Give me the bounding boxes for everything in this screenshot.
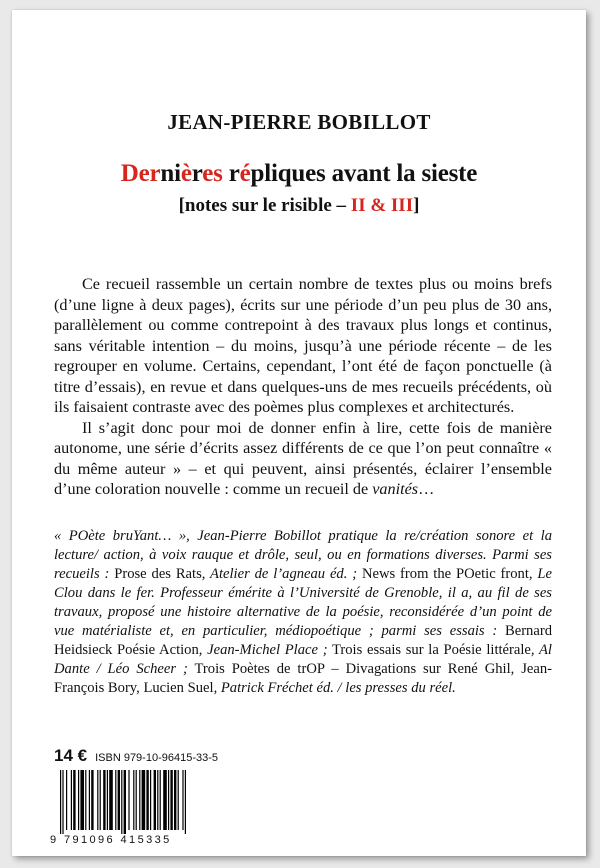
barcode-digits: 9 791096 415335 [50, 834, 172, 846]
barcode-bar [100, 770, 101, 830]
bio-segment: , Le Clou dans le fer. Professeur émérite à l’Université de Grenoble, il a, au fil de ses travaux, proposé une histoire alternative de la poésie, reconsidérée d’un point de vue matérialiste et, en particulier, médiopoétique ; parmi ses essais : [54, 566, 553, 639]
barcode-bar [115, 770, 116, 830]
blurb-paragraph-1: Ce recueil rassemble un certain nombre de textes plus ou moins brefs (d’une ligne à deux pages), écrits sur une période d’un peu plus de 30 ans, parallèlement ou comme contrepoint à des travaux plus longs et continus, sans véritable intention – du moins, jusqu’à une période récente – de les regrouper en volume. Certains, cependant, l’ont été de façon ponctuelle (à titre d’essais), en revue et dans quelques-uns de mes recueils précédents, où ils faisaient contraste avec des poèmes plus complexes et architecturés. [54, 275, 552, 416]
subtitle-volumes: II & III [350, 195, 414, 216]
book-title [12, 160, 586, 188]
author-name: JEAN-PIERRE BOBILLOT [167, 110, 431, 134]
bio-publisher: Atelier de l’agneau éd. ; [210, 566, 358, 582]
barcode-bar [157, 770, 158, 830]
author-bio [54, 527, 552, 698]
barcode-bar [103, 770, 105, 830]
subtitle-open: [notes sur le risible – [178, 195, 351, 216]
bio-work-title: Prose des Rats [114, 566, 202, 582]
bio-publisher: , Patrick Fréchet éd. / les presses du réel. [213, 680, 456, 696]
barcode-bar [60, 770, 61, 834]
barcode-icon [50, 768, 198, 834]
blurb-p2-end: … [418, 480, 435, 498]
barcode-bar [97, 770, 98, 830]
barcode-bar [66, 770, 67, 830]
barcode-bar [62, 770, 63, 834]
title-part: è [180, 160, 192, 187]
barcode-bar [139, 770, 140, 830]
title-part: es [202, 160, 223, 187]
barcode-bar [160, 770, 161, 830]
barcode-bar [71, 770, 72, 830]
title-part: r [222, 160, 240, 187]
barcode-bar [128, 770, 129, 830]
bio-publisher: , Jean-Michel Place ; [198, 642, 328, 658]
bio-work-title: Trois essais sur la Poésie littérale [327, 642, 531, 658]
title-part: r [191, 160, 203, 187]
barcode-bar [124, 770, 126, 834]
barcode-bar [109, 770, 113, 830]
price-isbn-line [54, 746, 218, 766]
barcode-bar [73, 770, 75, 830]
barcode-bar [89, 770, 90, 830]
subtitle-close: ] [413, 195, 420, 216]
bio-work-title: Bernard Heidsieck Poésie Action [54, 623, 552, 658]
barcode-bar [121, 770, 122, 834]
barcode-bar [150, 770, 151, 830]
book-back-cover [12, 10, 586, 856]
bio-publisher: , Al Dante / Léo Scheer ; [54, 642, 552, 677]
barcode-bar [118, 770, 120, 830]
blurb-paragraph-2 [54, 418, 552, 500]
barcode-bar [185, 770, 186, 834]
blurb-p2-italic: vanités [372, 480, 419, 498]
title-part: pliques avant la sieste [250, 160, 478, 187]
title-part: ni [160, 160, 181, 187]
barcode-bar [154, 770, 156, 830]
barcode-bar [142, 770, 146, 830]
barcode-bar [80, 770, 84, 830]
barcode-bar [107, 770, 108, 830]
barcode-bar [91, 770, 93, 830]
barcode-bar [146, 770, 148, 830]
bio-paragraph [54, 527, 552, 698]
barcode-bar [78, 770, 79, 830]
price: 14 € [54, 746, 88, 765]
barcode-bar [178, 770, 179, 830]
title-part: é [239, 160, 251, 187]
book-subtitle [12, 195, 586, 217]
barcode-bar [182, 770, 183, 830]
barcode-bar [170, 770, 172, 830]
barcode [50, 768, 198, 850]
barcode-bar [136, 770, 137, 830]
barcode-bar [174, 770, 176, 830]
isbn-number: ISBN 979-10-96415-33-5 [95, 752, 219, 764]
barcode-bar [168, 770, 169, 830]
bio-segment: « POète bruYant… », Jean-Pierre Bobillot pratique la re/création sonore et la lecture/ action, à voix rauque et drôle, seul, ou en formations diverses. Parmi ses recueils : [54, 528, 552, 582]
barcode-bar [133, 770, 134, 830]
barcode-bar [163, 770, 167, 830]
barcode-bar [85, 770, 86, 830]
bio-segment: , [201, 566, 211, 582]
title-part: Der [120, 160, 161, 187]
blurb-p2-text: Il s’agit donc pour moi de donner enfin à lire, cette fois de manière autonome, une série d’écrits assez différents de ce que l’on peut connaître « du même auteur » – et qui peuvent, ainsi présentés, éclairer l’ensemble d’une coloration nouvelle : comme un recueil de [54, 418, 552, 498]
bio-work-title: News from the POetic front [357, 566, 529, 582]
blurb-text [54, 274, 552, 500]
bio-work-title: Trois Poètes de trOP – Divagations sur René Ghil, Jean-François Bory, Lucien Suel [54, 661, 552, 696]
